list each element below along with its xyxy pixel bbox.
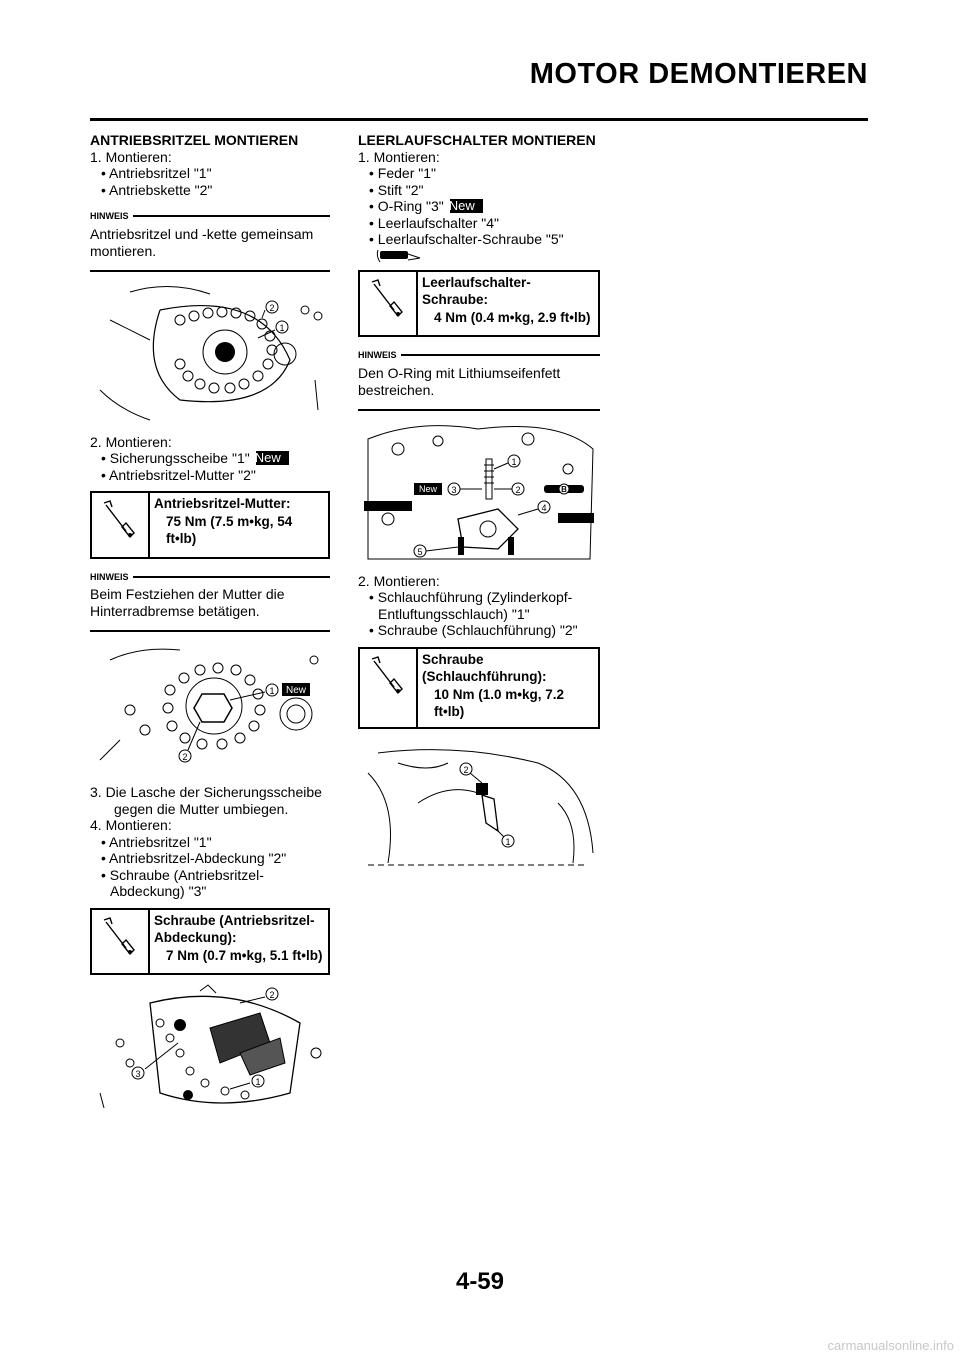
bullet-item: • Antriebsritzel "1" xyxy=(101,165,212,181)
watermark: carmanualsonline.info xyxy=(827,1338,954,1353)
callout-1: 1 xyxy=(511,456,517,467)
torque-value: 10 Nm (1.0 m•kg, 7.2 ft•lb) xyxy=(434,686,565,719)
bullet-item: • Sicherungsscheibe "1" New xyxy=(98,450,330,467)
section-heading: LEERLAUFSCHALTER MONTIEREN xyxy=(358,132,596,148)
torque-name: Leerlaufschalter-Schraube: xyxy=(422,274,531,307)
bullet-item: • Antriebsritzel-Mutter "2" xyxy=(101,466,256,483)
callout-3: 3 xyxy=(135,1069,141,1079)
torque-spec-box xyxy=(90,491,330,559)
figure-neutral-switch xyxy=(358,419,600,569)
bullet-item: • Antriebskette "2" xyxy=(101,181,213,198)
callout-5: 5 xyxy=(417,546,423,557)
new-tag: New xyxy=(285,685,307,696)
figure-hose-guide xyxy=(358,743,600,873)
note-header: HINWEIS xyxy=(358,347,600,364)
torque-spec-box xyxy=(358,270,600,338)
note-text: Antriebsritzel und -kette gemeinsam montieren. xyxy=(90,225,314,259)
new-tag: New xyxy=(256,451,289,465)
step-text: 4. Montieren: xyxy=(90,817,172,833)
callout-2: 2 xyxy=(515,484,521,495)
note-end-rule xyxy=(90,270,330,272)
torque-spec-box xyxy=(90,908,330,976)
torque-name: Schraube (Antriebsritzel-Abdeckung): xyxy=(154,912,315,945)
note-end-rule xyxy=(358,409,600,411)
callout-2: 2 xyxy=(463,764,469,775)
torque-name: Antriebsritzel-Mutter: xyxy=(154,496,291,511)
callout-1: 1 xyxy=(269,686,275,696)
step-text: 2. Montieren: xyxy=(90,433,172,450)
bullet-item: • Antriebsritzel-Abdeckung "2" xyxy=(101,850,287,866)
bullet-item: • Antriebsritzel "1" xyxy=(101,833,212,850)
note-text: Beim Festziehen der Mutter die Hinterradbremse betätigen. xyxy=(90,586,285,619)
bullet-item: • Schraube (Schlauchführung) "2" xyxy=(369,622,578,638)
new-tag: New xyxy=(450,199,483,213)
left-column xyxy=(90,132,330,1113)
torque-name: Schraube (Schlauchführung): xyxy=(422,651,547,684)
callout-3: 3 xyxy=(451,484,457,495)
bullet-item: • Leerlaufschalter-Schraube "5" xyxy=(369,231,564,247)
torque-value: 7 Nm (0.7 m•kg, 5.1 ft•lb) xyxy=(166,947,323,963)
locking-agent-icon xyxy=(358,248,600,266)
figure-sprocket-chain xyxy=(90,280,330,430)
figure-sprocket-cover xyxy=(90,983,330,1113)
wrench-icon xyxy=(92,910,150,974)
callout-4: 4 xyxy=(541,502,547,513)
note-header: HINWEIS xyxy=(90,208,330,225)
wrench-icon xyxy=(360,649,418,727)
torque-value: 4 Nm (0.4 m•kg, 2.9 ft•lb) xyxy=(434,309,591,325)
lube-callout: B xyxy=(561,484,567,494)
bullet-item: • Schlauchführung (Zylinderkopf-Entluftungsschlauch) "1" xyxy=(369,589,573,622)
bullet-item: • Leerlaufschalter "4" xyxy=(369,214,500,231)
new-tag: New xyxy=(418,483,438,494)
step-text: 2. Montieren: xyxy=(358,572,440,589)
page-number: 4-59 xyxy=(455,1268,505,1295)
step-text: 1. Montieren: xyxy=(358,148,440,165)
header-divider xyxy=(90,118,868,121)
figure-lock-washer xyxy=(90,640,330,780)
callout-1: 1 xyxy=(255,1077,261,1087)
torque-spec-box xyxy=(358,647,600,729)
note-end-rule xyxy=(90,630,330,632)
step-text: 1. Montieren: xyxy=(90,148,172,165)
callout-2: 2 xyxy=(269,302,275,313)
step-text: 3. Die Lasche der Sicherungsscheibe gegen die Mutter umbiegen. xyxy=(90,784,322,817)
bullet-item: • Stift "2" xyxy=(369,181,424,198)
wrench-icon xyxy=(360,272,418,336)
callout-2: 2 xyxy=(182,752,188,762)
page-title: MOTOR DEMONTIEREN xyxy=(529,58,868,90)
wrench-icon xyxy=(92,493,150,557)
callout-1: 1 xyxy=(505,836,511,847)
callout-1: 1 xyxy=(279,322,285,333)
bullet-item: • Schraube (Antriebsritzel-Abdeckung) "3" xyxy=(101,866,264,899)
torque-value: 75 Nm (7.5 m•kg, 54 ft•lb) xyxy=(166,513,293,546)
section-heading: ANTRIEBSRITZEL MONTIEREN xyxy=(90,132,299,148)
note-text: Den O-Ring mit Lithiumseifenfett bestreichen. xyxy=(358,364,561,398)
right-column xyxy=(358,132,600,873)
bullet-item: • O-Ring "3" New xyxy=(366,198,600,215)
callout-2: 2 xyxy=(269,990,275,1000)
bullet-item: • Feder "1" xyxy=(369,165,436,181)
note-header: HINWEIS xyxy=(90,569,330,586)
